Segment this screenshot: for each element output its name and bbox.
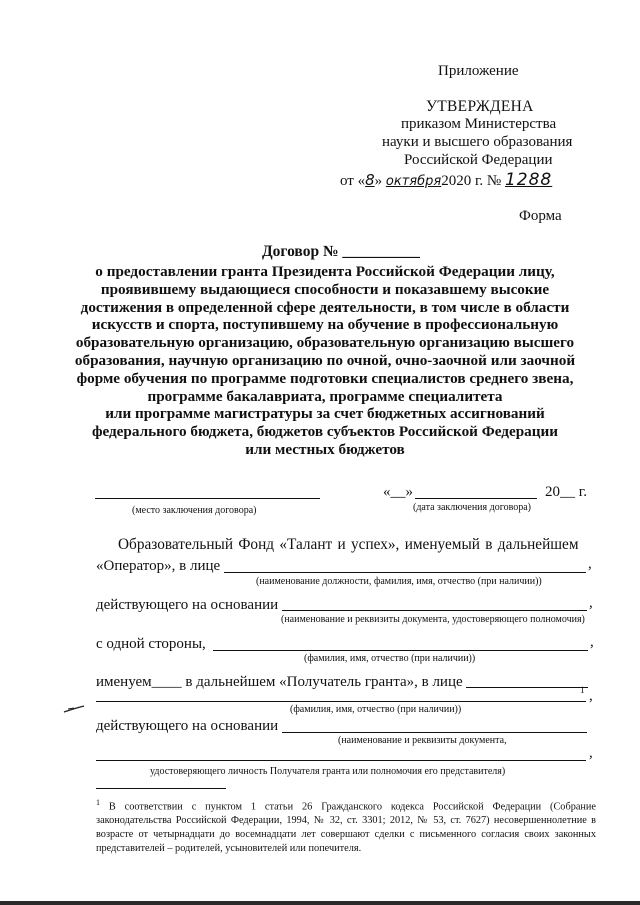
- comma-1: ,: [588, 556, 592, 572]
- approved-label: УТВЕРЖДЕНА: [426, 98, 534, 115]
- date-mid: »: [374, 173, 383, 189]
- date-field-line[interactable]: [415, 498, 537, 499]
- date-day: 8: [365, 171, 375, 189]
- acting-basis-label: действующего на основании: [96, 597, 279, 613]
- footnote-rule: [96, 788, 226, 789]
- contract-title: [70, 263, 580, 459]
- place-caption: (место заключения договора): [132, 505, 257, 516]
- pen-mark: [62, 702, 88, 716]
- comma-4: ,: [589, 688, 593, 704]
- approval-line-3: Российской Федерации: [404, 152, 553, 168]
- date-prefix: от «: [340, 173, 366, 189]
- title-line-3: достижения в определенной сфере деятельности, в том числе в области: [80, 298, 570, 316]
- footnote-mark: 1: [96, 798, 100, 807]
- date-month: октября: [385, 174, 442, 189]
- one-side-label: с одной стороны,: [96, 636, 206, 652]
- title-line-11: или местных бюджетов: [245, 440, 405, 458]
- recipient-representative-field[interactable]: [466, 687, 588, 688]
- comma-5: ,: [589, 745, 593, 761]
- title-line-8: программе бакалавриата, программе специалитета: [147, 387, 503, 405]
- caption-recipient-basis: (наименование и реквизиты документа,: [338, 735, 507, 746]
- recipient-representative-field-2[interactable]: [96, 701, 586, 702]
- date-year: 2020 г. №: [441, 173, 502, 189]
- recipient-named-label: именуем____ в дальнейшем «Получатель гранта», в лице: [96, 674, 463, 690]
- title-line-9: или программе магистратуры за счет бюджетных ассигнований: [105, 405, 545, 423]
- operator-paragraph-line-1: Образовательный Фонд «Талант и успех», именуемый в дальнейшем: [118, 536, 579, 553]
- operator-basis-field[interactable]: [282, 610, 587, 611]
- comma-3: ,: [590, 634, 594, 650]
- date-caption: (дата заключения договора): [413, 502, 531, 513]
- date-year-field: 20__ г.: [545, 484, 587, 500]
- caption-operator-basis: (наименование и реквизиты документа, удостоверяющего полномочия): [281, 614, 585, 625]
- place-field-line[interactable]: [95, 498, 320, 499]
- contract-heading: Договор № __________: [262, 243, 420, 260]
- caption-recipient-identity: удостоверяющего личность Получателя гранта или полномочия его представителя): [150, 766, 506, 777]
- title-line-7: форме обучения по программе подготовки специалистов среднего звена,: [76, 369, 574, 387]
- acting-basis-label-2: действующего на основании: [96, 718, 279, 734]
- approval-date-line: [340, 170, 552, 190]
- recipient-basis-field[interactable]: [282, 732, 587, 733]
- title-line-5: образовательную организацию, образовательную организацию высшего: [75, 334, 575, 352]
- operator-representative-field[interactable]: [224, 572, 586, 573]
- title-line-1: о предоставлении гранта Президента Российской Федерации лицу,: [95, 263, 555, 280]
- caption-operator-representative: (наименование должности, фамилия, имя, отчество (при наличии)): [256, 576, 542, 587]
- footnote: [96, 796, 596, 856]
- order-number: 1288: [504, 170, 553, 190]
- title-line-4: искусств и спорта, поступившему на обучение в профессиональную: [91, 316, 559, 334]
- title-line-2: проявившему выдающиеся способности и показавшему высокие: [100, 280, 550, 298]
- footnote-reference: 1: [580, 685, 585, 695]
- caption-recipient-name: (фамилия, имя, отчество (при наличии)): [304, 653, 476, 664]
- title-line-6: образования, научную организацию по очной, очно-заочной или заочной: [74, 351, 576, 369]
- operator-paragraph-line-2: «Оператор», в лице: [96, 558, 221, 574]
- appendix-label: Приложение: [438, 63, 519, 79]
- footnote-text: В соответствии с пунктом 1 статьи 26 Гражданского кодекса Российской Федерации (Собрание законодательства Российской Федерации, 1994, № 32, ст. 3301; 2012, № 53, ст. 7627) несовершеннолетние в возрасте от четырнадцати до восемнадцати лет совершают сделки с письменного согласия своих законных представителей – родителей, усыновителей или попечителя.: [96, 801, 597, 855]
- recipient-basis-field-2[interactable]: [96, 760, 586, 761]
- page-bottom-edge: [0, 901, 640, 905]
- title-line-10: федерального бюджета, бюджетов субъектов Российской Федерации: [91, 423, 559, 441]
- recipient-name-field[interactable]: [213, 650, 588, 651]
- comma-2: ,: [589, 595, 593, 611]
- caption-recipient-representative: (фамилия, имя, отчество (при наличии)): [290, 704, 462, 715]
- form-label: Форма: [519, 208, 562, 224]
- approval-line-2: науки и высшего образования: [382, 134, 573, 150]
- approval-line-1: приказом Министерства: [401, 116, 557, 132]
- date-quotes: «__»: [383, 484, 413, 500]
